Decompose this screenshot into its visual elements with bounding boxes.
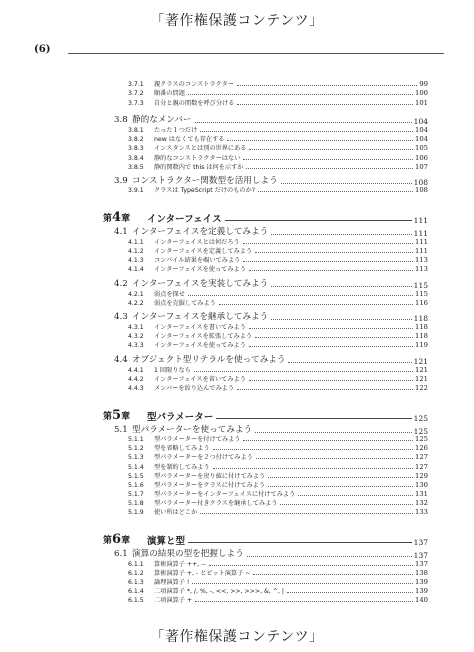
toc-entry-title: 型パラメーターを使ってみよう: [132, 425, 253, 436]
toc-entry-title: 弱点を克服してみよう: [154, 299, 216, 307]
toc-entry-number: 3.7.3: [128, 99, 144, 107]
toc-entry-title: インターフェイスを定義してみよう: [132, 227, 269, 238]
toc-leader: [256, 458, 413, 459]
toc-entry-title: メンバーを絞り込んでみよう: [154, 384, 235, 392]
toc-subsection-row: [128, 375, 428, 383]
toc-subsection-row: [128, 144, 428, 152]
toc-leader: [247, 556, 412, 557]
toc-entry-number: 4.2.2: [128, 299, 144, 307]
toc-entry-number: 3.9.1: [128, 186, 144, 194]
toc-leader: [288, 362, 411, 363]
toc-subsection-row: [128, 366, 428, 374]
toc-leader: [249, 270, 413, 271]
toc-page-number: 139: [415, 587, 428, 596]
toc-page-number: 133: [415, 508, 428, 517]
toc-entry-number: 3.9: [114, 176, 128, 187]
toc-page-number: 111: [413, 228, 428, 238]
toc-page-number: 125: [415, 435, 428, 444]
toc-entry-number: 4.3: [114, 312, 128, 323]
toc-page-number: 137: [413, 550, 428, 560]
toc-leader: [271, 234, 411, 235]
toc-entry-title: 順番の問題: [154, 89, 185, 97]
toc-leader: [192, 583, 413, 584]
toc-subsection-row: [128, 163, 428, 171]
toc-leader: [255, 337, 413, 338]
toc-subsection-row: [128, 126, 428, 134]
toc-subsection-row: [128, 332, 428, 340]
toc-page-number: 127: [415, 463, 428, 472]
toc-subsection-row: [128, 578, 428, 586]
toc-subsection-row: [128, 238, 428, 246]
toc-entry-title: 静的なコンストラクターはない: [154, 154, 241, 162]
toc-entry-title: コンパイル結果を覗いてみよう: [154, 256, 241, 264]
chapter-number: 5: [112, 408, 122, 423]
toc-entry-title: インターフェイスを使ってみよう: [154, 265, 246, 273]
toc-entry-number: [103, 409, 147, 422]
toc-subsection-row: [128, 323, 428, 331]
toc-entry-title: 型パラメーターを付けてみよう: [154, 435, 241, 443]
toc-page-number: 138: [415, 569, 428, 578]
toc-leader: [249, 380, 413, 381]
toc-subsection-row: [128, 80, 428, 88]
toc-entry-title: 型パラメーター: [147, 411, 214, 423]
toc-entry-number: 3.7.2: [128, 89, 144, 97]
toc-subsection-row: [128, 490, 428, 498]
toc-subsection-row: [128, 463, 428, 471]
toc-leader: [280, 504, 413, 505]
toc-entry-title: インスタンスとは別の世界にある: [154, 144, 247, 152]
copyright-banner-top: 「著作権保護コンテンツ」: [150, 13, 324, 29]
toc-leader: [243, 159, 413, 160]
page-header: [34, 44, 444, 58]
toc-entry-title: 算術演算子 ++, --: [154, 560, 206, 568]
toc-page-number: 108: [413, 177, 428, 187]
toc-entry-number: 6.1.1: [128, 560, 144, 568]
toc-leader: [249, 149, 413, 150]
toc-chapter-row: [103, 408, 428, 422]
toc-entry-title: 算術演算子 +, - とビット演算子 ~: [154, 569, 251, 577]
toc-leader: [237, 389, 413, 390]
toc-entry-title: インターフェイスを書いてみよう: [154, 323, 246, 331]
toc-page-number: 101: [415, 99, 428, 108]
toc-entry-title: 親クラスのコンストラクター: [154, 80, 234, 88]
toc-leader: [246, 168, 413, 169]
toc-section-row: [114, 175, 428, 186]
toc-leader: [258, 191, 413, 192]
toc-page-number: 137: [413, 537, 428, 547]
toc-subsection-row: [128, 99, 428, 107]
chapter-prefix: 第: [103, 214, 113, 224]
toc-section-row: [114, 114, 428, 125]
toc-entry-title: 弱点を探せ: [154, 290, 185, 298]
toc-page-number: 121: [415, 366, 428, 375]
chapter-number: 6: [112, 532, 122, 547]
toc-entry-title: 論理演算子 !: [154, 578, 190, 586]
toc-subsection-row: [128, 472, 428, 480]
toc-page-number: 140: [415, 596, 428, 605]
toc-entry-title: インターフェイスとは何だろう: [154, 238, 240, 246]
toc-subsection-row: [128, 247, 428, 255]
toc-page-number: 118: [415, 323, 428, 332]
toc-entry-number: 3.8.3: [128, 144, 144, 152]
toc-page-number: 121: [413, 356, 428, 366]
toc-subsection-row: [128, 481, 428, 489]
toc-page-number: 104: [413, 116, 428, 126]
toc-page-number: 115: [413, 280, 428, 290]
toc-leader: [268, 486, 413, 487]
chapter-suffix: 章: [121, 412, 131, 422]
toc-page-number: 111: [413, 215, 428, 225]
toc-entry-number: 4.1.4: [128, 265, 144, 273]
toc-leader: [268, 477, 413, 478]
toc-entry-title: たった１つだけ: [154, 126, 198, 134]
copyright-banner-bottom: 「著作権保護コンテンツ」: [150, 629, 324, 645]
toc-page-number: 99: [419, 80, 428, 89]
toc-page-number: 121: [415, 375, 428, 384]
toc-page-number: 108: [415, 186, 428, 195]
toc-leader: [213, 468, 413, 469]
chapter-suffix: 章: [121, 536, 131, 546]
toc-leader: [213, 449, 413, 450]
toc-leader: [243, 261, 413, 262]
toc-page-number: 106: [415, 154, 428, 163]
toc-entry-title: 静的関数内で this は何を示すか: [154, 163, 244, 171]
toc-page-number: 116: [415, 299, 428, 308]
toc-entry-title: 演算の結果の型を把握しよう: [132, 549, 244, 560]
toc-entry-title: インターフェイスを省いてみよう: [154, 375, 246, 383]
toc-leader: [249, 328, 413, 329]
toc-entry-title: 二項演算子 *, /, %, -, <<, >>, >>>, &, ^, |: [154, 587, 284, 595]
toc-entry-number: 6.1.5: [128, 596, 144, 604]
toc-entry-number: 3.8: [114, 115, 128, 126]
toc-subsection-row: [128, 299, 428, 307]
toc-chapter-row: [103, 210, 428, 224]
toc-entry-number: 4.3.1: [128, 323, 144, 331]
toc-subsection-row: [128, 596, 428, 604]
toc-leader: [195, 122, 412, 123]
toc-subsection-row: [128, 499, 428, 507]
toc-page-number: 129: [415, 472, 428, 481]
toc-leader: [225, 220, 412, 221]
toc-entry-number: 3.8.2: [128, 135, 144, 143]
toc-entry-number: 4.4.1: [128, 366, 144, 374]
toc-entry-number: 4.3.3: [128, 341, 144, 349]
toc-entry-title: 二項演算子 +: [154, 596, 193, 604]
toc-subsection-row: [128, 265, 428, 273]
toc-entry-title: インターフェイスを使ってみよう: [154, 341, 246, 349]
toc-entry-number: 3.8.4: [128, 154, 144, 162]
toc-page-number: 107: [415, 163, 428, 172]
toc-entry-number: 5.1.8: [128, 499, 144, 507]
toc-subsection-row: [128, 587, 428, 595]
toc-chapter-row: [103, 532, 428, 546]
toc-page-number: 137: [415, 560, 428, 569]
toc-entry-number: 5.1.1: [128, 435, 144, 443]
toc-entry-number: 5.1.2: [128, 444, 144, 452]
toc-entry-number: 4.2.1: [128, 290, 144, 298]
toc-page-number: 139: [415, 578, 428, 587]
toc-page-number: 130: [415, 481, 428, 490]
toc-page-number: 127: [415, 453, 428, 462]
toc-entry-title: 静的なメンバー: [132, 115, 192, 126]
toc-leader: [255, 432, 412, 433]
toc-leader: [237, 104, 413, 105]
toc-page-number: 104: [415, 126, 428, 135]
toc-leader: [255, 252, 413, 253]
toc-entry-number: 4.4.2: [128, 375, 144, 383]
toc-entry-number: 3.8.5: [128, 163, 144, 171]
toc-subsection-row: [128, 290, 428, 298]
chapter-prefix: 第: [103, 412, 113, 422]
toc-entry-title: new はなくても存在する: [154, 135, 225, 143]
toc-subsection-row: [128, 508, 428, 516]
toc-entry-number: 3.7.1: [128, 80, 144, 88]
toc-subsection-row: [128, 341, 428, 349]
toc-leader: [227, 140, 413, 141]
toc-page-number: 119: [415, 341, 428, 350]
toc-entry-title: 型パラメーターをインターフェイスに付けてみよう: [154, 490, 296, 498]
toc-entry-title: インターフェイスを継承してみよう: [132, 312, 269, 323]
toc-entry-number: 6.1.2: [128, 569, 144, 577]
toc-entry-number: 5.1.9: [128, 508, 144, 516]
toc-leader: [243, 243, 413, 244]
header-rule: [68, 53, 444, 54]
toc-entry-title: 型パラメーターをクラスに付けてみよう: [154, 481, 266, 489]
toc-page-number: 118: [413, 313, 428, 323]
toc-entry-title: クラスは TypeScript だけのものか?: [154, 186, 256, 194]
toc-subsection-row: [128, 435, 428, 443]
toc-page-number: 115: [415, 290, 428, 299]
toc-subsection-row: [128, 89, 428, 97]
toc-entry-number: 5.1.7: [128, 490, 144, 498]
toc-entry-number: 4.1.1: [128, 238, 144, 246]
toc-page-number: 132: [415, 499, 428, 508]
toc-leader: [209, 565, 413, 566]
chapter-suffix: 章: [121, 214, 131, 224]
toc-subsection-row: [128, 444, 428, 452]
toc-leader: [298, 495, 413, 496]
toc-section-row: [114, 278, 428, 289]
toc-leader: [219, 304, 413, 305]
toc-entry-number: 4.1.2: [128, 247, 144, 255]
toc-entry-title: 型パラメーターを２つ付けてみよう: [154, 453, 253, 461]
toc-entry-number: 4.4.3: [128, 384, 144, 392]
toc-section-row: [114, 354, 428, 365]
toc-entry-number: 4.3.2: [128, 332, 144, 340]
toc-entry-number: 6.1.3: [128, 578, 144, 586]
toc-page-number: 113: [415, 265, 428, 274]
toc-page-number: 118: [415, 332, 428, 341]
toc-entry-title: 型を省略してみよう: [154, 444, 210, 452]
toc-entry-title: コンストラクター関数型を活用しよう: [132, 176, 278, 187]
toc-entry-number: 5.1.4: [128, 463, 144, 471]
toc-leader: [281, 183, 412, 184]
toc-subsection-row: [128, 453, 428, 461]
toc-entry-title: 自分と親の関数を呼び分ける: [154, 99, 235, 107]
toc-leader: [237, 85, 417, 86]
toc-leader: [188, 542, 412, 543]
toc-entry-title: 1 回限りなら: [154, 366, 191, 374]
toc-page-number: 122: [415, 384, 428, 393]
toc-leader: [195, 601, 413, 602]
toc-page-number: 125: [413, 426, 428, 436]
toc-subsection-row: [128, 569, 428, 577]
toc-subsection-row: [128, 186, 428, 194]
page-number: (6): [34, 44, 51, 55]
toc-entry-number: 5.1.5: [128, 472, 144, 480]
toc-leader: [243, 440, 413, 441]
toc-entry-number: [103, 533, 147, 546]
toc-entry-title: インターフェイス: [147, 213, 222, 225]
toc-subsection-row: [128, 135, 428, 143]
toc-page-number: 125: [413, 413, 428, 423]
toc-page-number: 111: [415, 247, 428, 256]
toc-section-row: [114, 548, 428, 559]
toc-leader: [200, 513, 413, 514]
toc-entry-title: 型を制約してみよう: [154, 463, 210, 471]
chapter-prefix: 第: [103, 536, 113, 546]
toc-entry-number: 4.4: [114, 355, 128, 366]
toc-entry-number: 6.1.4: [128, 587, 144, 595]
toc-page-number: 113: [415, 256, 428, 265]
toc-entry-number: [103, 211, 147, 224]
toc-entry-title: 型パラメーターを戻り値に付けてみよう: [154, 472, 266, 480]
toc-entry-title: インターフェイスを実装してみよう: [132, 279, 269, 290]
toc-leader: [216, 418, 411, 419]
toc-subsection-row: [128, 256, 428, 264]
toc-page-number: 100: [415, 89, 428, 98]
toc-entry-number: 3.8.1: [128, 126, 144, 134]
toc-subsection-row: [128, 154, 428, 162]
toc-leader: [249, 346, 413, 347]
toc-entry-title: オブジェクト型リテラルを使ってみよう: [132, 355, 286, 366]
toc-page-number: 105: [415, 144, 428, 153]
toc-section-row: [114, 226, 428, 237]
toc-subsection-row: [128, 560, 428, 568]
toc-leader: [271, 286, 411, 287]
toc-leader: [194, 371, 413, 372]
toc-entry-title: 型パラメーター付きクラスを継承してみよう: [154, 499, 278, 507]
toc-leader: [253, 574, 413, 575]
toc-entry-number: 6.1: [114, 549, 128, 560]
toc-subsection-row: [128, 384, 428, 392]
toc-entry-number: 4.2: [114, 279, 128, 290]
toc-entry-number: 4.1.3: [128, 256, 144, 264]
toc-leader: [200, 131, 413, 132]
toc-leader: [271, 319, 411, 320]
toc-page-number: 104: [415, 135, 428, 144]
toc-section-row: [114, 424, 428, 435]
toc-entry-title: インターフェイスを拡張してみよう: [154, 332, 253, 340]
toc-leader: [188, 295, 413, 296]
toc-section-row: [114, 311, 428, 322]
toc-entry-number: 4.1: [114, 227, 128, 238]
toc-entry-number: 5.1.6: [128, 481, 144, 489]
toc-page-number: 131: [415, 490, 428, 499]
toc-entry-number: 5.1.3: [128, 453, 144, 461]
toc-page-number: 126: [415, 444, 428, 453]
chapter-number: 4: [112, 210, 122, 225]
toc-leader: [287, 592, 413, 593]
toc-page-number: 111: [415, 238, 428, 247]
toc-entry-title: インターフェイスを定義してみよう: [154, 247, 253, 255]
toc-entry-number: 5.1: [114, 425, 128, 436]
toc-entry-title: 演算と型: [147, 535, 186, 547]
toc-entry-title: 使い所はどこか: [154, 508, 198, 516]
toc-leader: [188, 94, 413, 95]
